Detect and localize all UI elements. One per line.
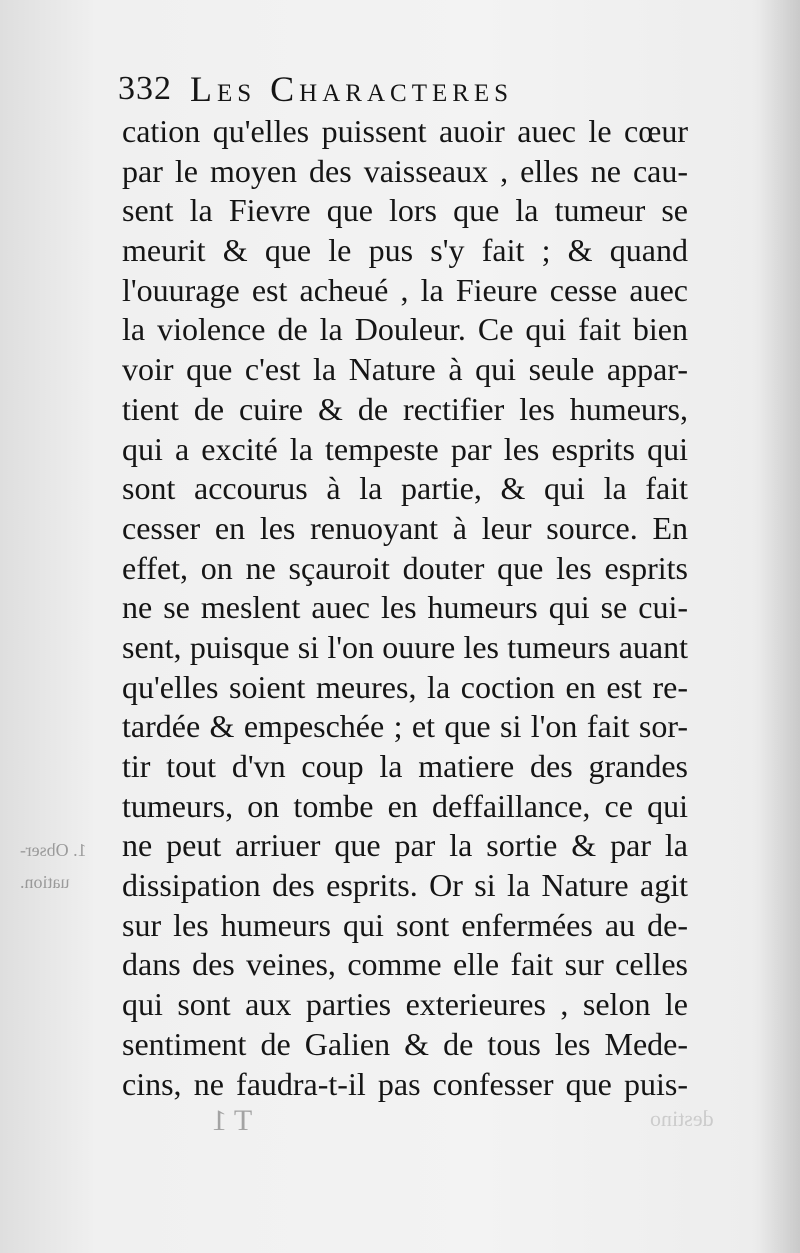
text-line: sent, puisque si l'on ouure les tumeurs auant <box>122 628 688 665</box>
text-line: voir que c'est la Nature à qui seule appar- <box>122 351 688 388</box>
running-title: Les Characteres <box>190 69 514 109</box>
text-line: meurit & que le pus s'y fait ; & quand <box>122 232 688 269</box>
text-line: sent la Fievre que lors que la tumeur se <box>122 192 688 229</box>
text-line: dissipation des esprits. Or si la Nature agit <box>122 867 688 904</box>
body-text <box>122 112 688 1102</box>
text-line: cesser en les renuoyant à leur source. En <box>122 509 688 546</box>
text-line: sur les humeurs qui sont enfermées au de- <box>122 906 688 943</box>
text-line: cation qu'elles puissent auoir auec le cœur <box>122 113 688 149</box>
bleed-through-signature-mark: T 1 <box>212 1104 253 1137</box>
text-line: cins, ne faudra-t-il pas confesser que puis- <box>122 1065 688 1102</box>
text-line: tir tout d'vn coup la matiere des grandes <box>122 748 688 784</box>
text-line: ne se meslent auec les humeurs qui se cui- <box>122 589 688 626</box>
text-line: tumeurs, on tombe en deffaillance, ce qui <box>122 787 688 824</box>
text-line: l'ouurage est acheué , la Fieure cesse auec <box>122 271 688 308</box>
text-line: effet, on ne sçauroit douter que les esprits <box>122 549 688 586</box>
text-line: par le moyen des vaisseaux , elles ne cau- <box>122 152 688 189</box>
page-number: 332 <box>118 70 172 107</box>
page-header <box>118 64 678 112</box>
text-line: dans des veines, comme elle fait sur celles <box>122 946 688 983</box>
text-line: qu'elles soient meures, la coction en est re- <box>122 668 688 705</box>
text-line: sentiment de Galien & de tous les Mede- <box>122 1025 688 1062</box>
bleed-through-margin-note: uation. <box>20 872 70 892</box>
text-line: sont accourus à la partie, & qui la fait <box>122 470 688 507</box>
text-line: qui sont aux parties exterieures , selon le <box>122 986 688 1023</box>
text-line: la violence de la Douleur. Ce qui fait bien <box>122 311 688 348</box>
text-line: ne peut arriuer que par la sortie & par la <box>122 827 688 864</box>
bleed-through-margin-note: 1. Obser- <box>20 840 87 860</box>
gutter-shadow <box>760 0 800 1253</box>
text-line: tardée & empeschée ; et que si l'on fait sor- <box>122 708 688 745</box>
text-line: tient de cuire & de rectifier les humeurs, <box>122 390 688 427</box>
text-line: qui a excité la tempeste par les esprits qui <box>122 430 688 467</box>
bleed-through-catchword: destino <box>650 1106 714 1131</box>
